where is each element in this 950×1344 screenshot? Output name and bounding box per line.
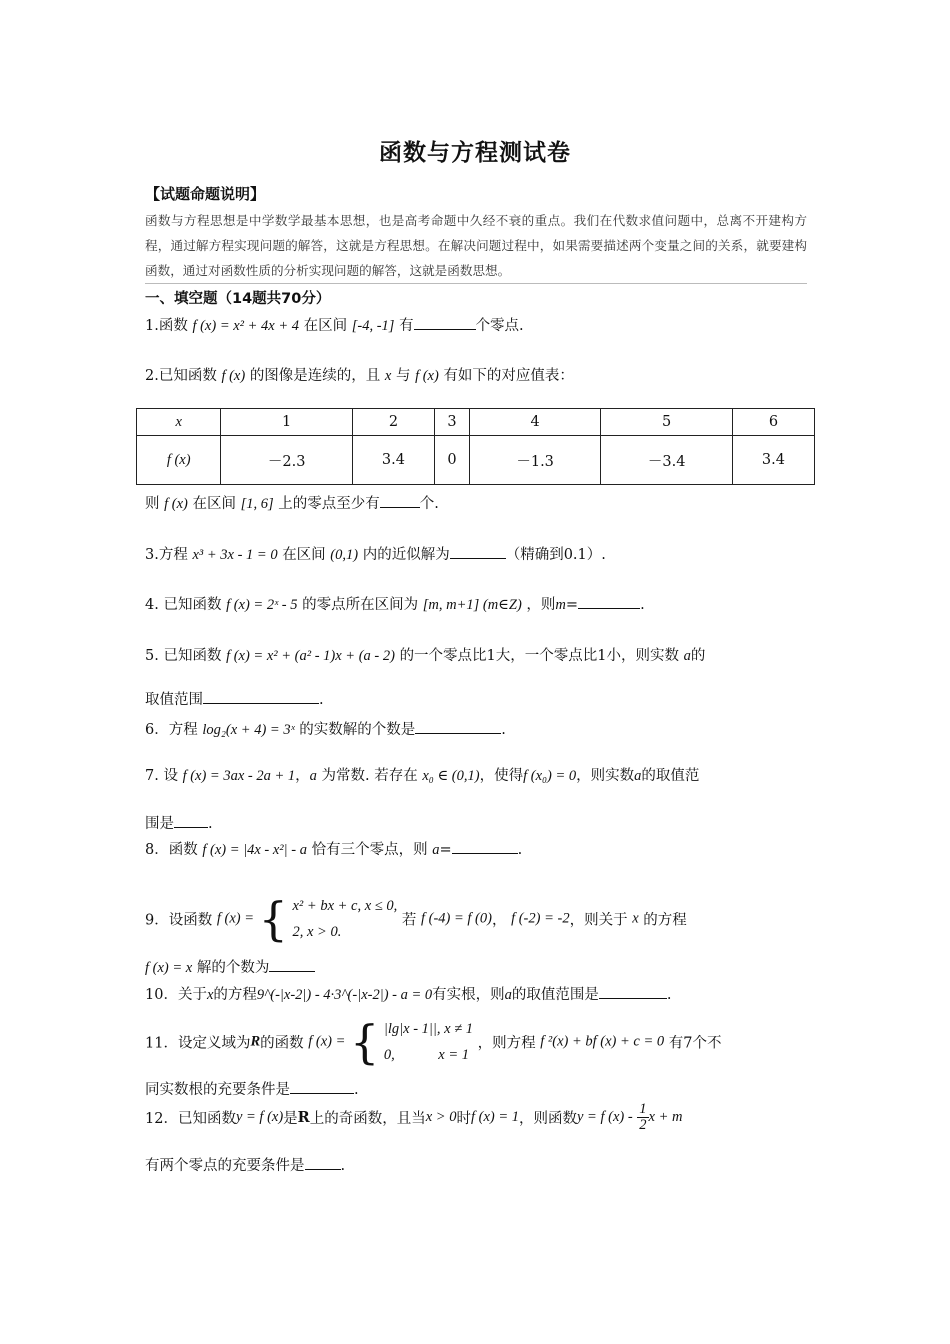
fraction [637, 1102, 648, 1133]
q7-text: 为常数. 若存在 [321, 768, 418, 784]
q10-variable: x [206, 987, 214, 1003]
question-10 [145, 983, 672, 1004]
q2b-text: 则 [145, 496, 160, 512]
fraction-numerator: 1 [639, 1101, 647, 1117]
q7-variable: a [634, 768, 642, 784]
q9-formula: f (-4) = f (0) [420, 910, 492, 927]
answer-blank[interactable] [174, 813, 208, 828]
q10-variable: a [504, 987, 512, 1003]
answer-blank[interactable] [380, 493, 420, 508]
q11b-text: 同实数根的充要条件是 [145, 1082, 290, 1098]
q3-text: 在区间 [282, 547, 326, 563]
q3-text: 3.方程 [145, 547, 188, 563]
q2-text: 与 [395, 368, 411, 384]
q10-text: 有实根，则 [432, 987, 505, 1003]
q7-formula: f (x) = 3ax - 2a + 1 [182, 768, 296, 784]
q8-text: . [517, 842, 523, 858]
answer-blank[interactable] [269, 957, 315, 972]
question-2-followup [145, 492, 439, 513]
q12-text: 时 [456, 1111, 471, 1127]
q5-variable: a [683, 648, 691, 664]
q2-formula: f (x) [415, 368, 439, 384]
table-row [137, 409, 815, 436]
q3-text: 内的近似解为 [362, 547, 450, 563]
q12-formula: f (x) = 1 [470, 1109, 519, 1125]
q6-formula: log₂(x + 4) = 3ˣ [202, 722, 295, 738]
table-cell: 2 [352, 409, 434, 436]
q10-text: 的方程 [213, 987, 257, 1003]
q4-text: ，则 [526, 597, 556, 613]
question-7-line2 [145, 812, 213, 833]
question-2 [145, 364, 574, 385]
table-cell: 6 [732, 409, 814, 436]
answer-blank[interactable] [203, 689, 319, 704]
q2b-interval: [1, 6] [240, 496, 274, 512]
q9-text: 9．设函数 [145, 912, 213, 929]
table-cell: －2.3 [221, 436, 353, 485]
question-1 [145, 314, 524, 335]
q5b-text: . [319, 692, 324, 708]
table-cell: 3.4 [732, 436, 814, 485]
q7b-text: 围是 [145, 816, 174, 832]
q5-text: 的 [690, 648, 706, 664]
q11-case: |lg|x - 1||, x ≠ 1 [383, 1021, 474, 1037]
question-12 [145, 1102, 682, 1133]
q7-formula: f (x₀) = 0 [523, 768, 577, 784]
divider [145, 283, 807, 284]
q1-text: 1.函数 [145, 318, 188, 334]
q9-formula: f (-2) = -2 [511, 910, 570, 927]
q9b-text: 解的个数为 [196, 960, 270, 976]
q5b-text: 取值范围 [145, 692, 203, 708]
q2b-formula: f (x) [164, 496, 188, 512]
question-6 [145, 718, 506, 739]
answer-blank[interactable] [599, 984, 667, 999]
q3-formula: x³ + 3x - 1 = 0 [192, 547, 278, 563]
q2b-text: 个. [419, 496, 439, 512]
q2-text: 2.已知函数 [145, 368, 217, 384]
q2-variable: x [384, 368, 392, 384]
q3-interval: (0,1) [330, 547, 359, 563]
table-cell: 0 [434, 436, 469, 485]
q7-variable: a [309, 768, 317, 784]
q9-case: 2, x > 0. [292, 924, 342, 940]
q6-text: 的实数解的个数是 [299, 722, 416, 738]
piecewise-cases [293, 893, 398, 945]
q12-text: 12．已知函数 [145, 1111, 236, 1127]
q9-text: ， [491, 912, 507, 929]
q12-text: 是 [283, 1111, 298, 1127]
q9b-formula: f (x) = x [145, 960, 193, 976]
q11b-text: . [354, 1082, 359, 1098]
q12-text: ，则函数 [519, 1111, 577, 1127]
q8-formula: f (x) = |4x - x²| - a [202, 842, 307, 858]
answer-blank[interactable] [452, 839, 518, 854]
q4-text: = [565, 597, 579, 613]
table-cell: 3.4 [352, 436, 434, 485]
q11-variable: R [250, 1033, 261, 1050]
question-11-line2 [145, 1078, 359, 1099]
q11-text: 有7个不 [668, 1035, 722, 1052]
q1-formula: f (x) = x² + 4x + 4 [192, 318, 300, 334]
q7-text: ， [295, 768, 310, 784]
section-heading: 一、填空题（14题共70分） [145, 291, 331, 307]
q4-text: 的零点所在区间为 [302, 597, 419, 613]
q11-formula: f (x) = [308, 1033, 346, 1050]
q7-text: ，使得 [479, 768, 524, 784]
answer-blank[interactable] [290, 1079, 354, 1094]
table-cell: f (x) [137, 436, 221, 485]
q7-text: 的取值范 [641, 768, 700, 784]
q11-formula: f ²(x) + bf (x) + c = 0 [540, 1033, 665, 1050]
table-cell: 1 [221, 409, 353, 436]
q9-formula: f (x) = [216, 910, 254, 927]
question-4 [145, 593, 645, 614]
q9-text: ，则关于 [569, 912, 628, 929]
q2b-text: 在区间 [192, 496, 236, 512]
brace: { [258, 892, 288, 946]
table-cell: 4 [469, 409, 601, 436]
q2-formula: f (x) [221, 368, 246, 384]
table-row [137, 436, 815, 485]
q9-text: 的方程 [643, 912, 687, 929]
q7b-text: . [208, 816, 213, 832]
q1-text: 有 [399, 318, 414, 334]
q6-text: 6．方程 [145, 722, 198, 738]
q6-text: . [501, 722, 506, 738]
q8-text: 恰有三个零点，则 [311, 842, 428, 858]
question-11 [145, 1016, 721, 1068]
q8-text: 8．函数 [145, 842, 198, 858]
answer-blank[interactable] [415, 719, 501, 734]
question-9-line2 [145, 956, 315, 977]
answer-blank[interactable] [414, 315, 476, 330]
q12-formula: y = f (x) [235, 1109, 284, 1125]
question-5 [145, 644, 705, 665]
q12-formula: x > 0 [425, 1109, 457, 1125]
q12-set-r: R [297, 1109, 310, 1126]
page-title: 函数与方程测试卷 [379, 140, 571, 166]
question-9 [145, 893, 687, 945]
table-cell: －1.3 [469, 436, 601, 485]
q5-text: 的一个零点比1大，一个零点比1小，则实数 [399, 648, 680, 664]
q10-formula: 9^(-|x-2|) - 4·3^(-|x-2|) - a = 0 [256, 987, 433, 1003]
q5-text: 5. 已知函数 [145, 648, 222, 664]
q2b-text: 上的零点至少有 [278, 496, 380, 512]
q12-formula: x + m [648, 1109, 683, 1125]
intro-heading: 【试题命题说明】 [145, 185, 266, 203]
q1-interval: [-4, -1] [351, 318, 395, 334]
q4-interval: [m, m+1] (m∈Z) [422, 597, 522, 613]
q2-text: 的图像是连续的，且 [249, 368, 381, 384]
table-cell: x [137, 409, 221, 436]
q1-text: 个零点. [475, 318, 524, 334]
q4-text: 4. 已知函数 [145, 597, 222, 613]
intro-paragraph: 函数与方程思想是中学数学最基本思想，也是高考命题中久经不衰的重点。我们在代数求值问题中，总离不开建构方程，通过解方程实现问题的解答，这就是方程思想。在解决问题过程中，如果需要描述两个变量之间的关系，就要建构函数，通过对函数性质的分析实现问题的解答，这就是函数思想。 [145, 213, 807, 278]
q4-variable: m [555, 597, 566, 613]
question-7 [145, 764, 699, 785]
piecewise-cases [384, 1016, 473, 1068]
q1-text: 在区间 [303, 318, 348, 334]
q4-formula: f (x) = 2ˣ - 5 [226, 597, 298, 613]
q9-case: x² + bx + c, x ≤ 0, [292, 898, 398, 914]
q12b-text: 有两个零点的充要条件是 [145, 1158, 305, 1174]
table-cell: 5 [601, 409, 733, 436]
q8-text: = [439, 842, 452, 858]
question-3 [145, 543, 606, 564]
answer-blank[interactable] [305, 1155, 341, 1170]
q11-case: 0, x = 1 [383, 1047, 469, 1063]
q11-text: 11．设定义域为 [145, 1035, 251, 1052]
question-12-line2 [145, 1154, 345, 1175]
q4-text: . [640, 597, 645, 613]
q9-text: 若 [401, 912, 417, 929]
q10-text: 10．关于 [145, 987, 207, 1003]
q12-text: 上的奇函数，且当 [309, 1111, 426, 1127]
q3-text: （精确到0.1）. [505, 547, 606, 563]
brace: { [350, 1015, 380, 1069]
q11-text: 的函数 [260, 1035, 304, 1052]
q7-formula: x₀ ∈ (0,1) [422, 768, 480, 784]
q12b-text: . [340, 1158, 346, 1174]
q10-text: 的取值范围是 [511, 987, 599, 1003]
answer-blank[interactable] [578, 594, 640, 609]
q8-variable: a [432, 842, 440, 858]
value-table [136, 408, 815, 485]
q10-text: . [666, 987, 672, 1003]
answer-blank[interactable] [450, 544, 506, 559]
q5-formula: f (x) = x² + (a² - 1)x + (a - 2) [226, 648, 395, 664]
table-cell: 3 [434, 409, 469, 436]
table-cell: －3.4 [601, 436, 733, 485]
q2-text: 有如下的对应值表： [443, 368, 574, 384]
q7-text: ，则实数 [576, 768, 635, 784]
q12-formula: y = f (x) - [577, 1109, 633, 1125]
fraction-denominator: 2 [639, 1117, 647, 1133]
q11-text: ，则方程 [477, 1035, 536, 1052]
question-8 [145, 838, 522, 859]
q7-text: 7. 设 [145, 768, 178, 784]
question-5-line2 [145, 688, 324, 709]
q9-variable: x [632, 910, 639, 927]
